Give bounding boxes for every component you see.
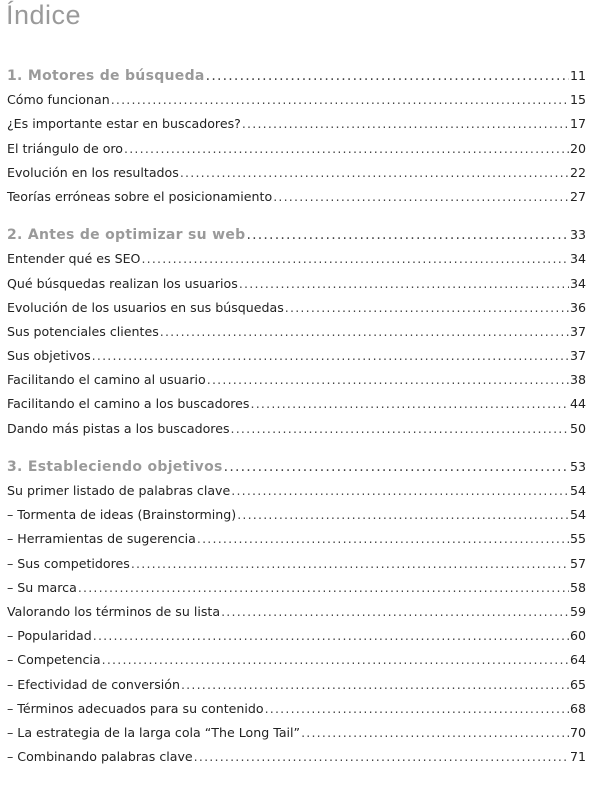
toc-entry[interactable] bbox=[7, 296, 586, 320]
page-number: 34 bbox=[569, 275, 586, 291]
page-number: 65 bbox=[569, 676, 586, 692]
page-number: 44 bbox=[569, 396, 586, 412]
page-number: 50 bbox=[569, 420, 586, 436]
toc-entry[interactable] bbox=[7, 272, 586, 296]
table-of-contents bbox=[7, 64, 586, 783]
page-number: 60 bbox=[569, 628, 586, 644]
toc-entry[interactable] bbox=[7, 479, 586, 503]
page-number: 68 bbox=[569, 700, 586, 716]
toc-entry[interactable] bbox=[7, 527, 586, 551]
entry-title: Cómo funcionan bbox=[7, 92, 110, 108]
toc-section bbox=[7, 223, 586, 441]
toc-entry[interactable] bbox=[7, 503, 586, 527]
dot-leader bbox=[301, 721, 569, 745]
dot-leader bbox=[242, 112, 569, 136]
dot-leader bbox=[160, 320, 569, 344]
page-number: 20 bbox=[569, 140, 586, 156]
toc-chapter-heading[interactable] bbox=[7, 64, 586, 88]
entry-title: – Su marca bbox=[7, 579, 77, 595]
dot-leader bbox=[111, 88, 569, 112]
toc-entry[interactable] bbox=[7, 368, 586, 392]
dot-leader bbox=[265, 697, 569, 721]
entry-title: Facilitando el camino a los buscadores bbox=[7, 396, 250, 412]
dot-leader bbox=[239, 272, 569, 296]
page-number: 17 bbox=[569, 116, 586, 132]
dot-leader bbox=[206, 64, 569, 88]
chapter-title: 2. Antes de optimizar su web bbox=[7, 227, 246, 244]
dot-leader bbox=[92, 344, 569, 368]
page-number: 37 bbox=[569, 323, 586, 339]
toc-entry[interactable] bbox=[7, 600, 586, 624]
toc-chapter-heading[interactable] bbox=[7, 455, 586, 479]
entry-title: Entender qué es SEO bbox=[7, 251, 141, 267]
entry-title: – Combinando palabras clave bbox=[7, 749, 193, 765]
entry-title: Sus potenciales clientes bbox=[7, 323, 159, 339]
toc-entry[interactable] bbox=[7, 112, 586, 136]
page-number: 58 bbox=[569, 579, 586, 595]
page-number: 38 bbox=[569, 372, 586, 388]
page-number: 37 bbox=[569, 348, 586, 364]
dot-leader bbox=[141, 247, 569, 271]
toc-chapter-heading[interactable] bbox=[7, 223, 586, 247]
dot-leader bbox=[131, 552, 569, 576]
page-number: 36 bbox=[569, 299, 586, 315]
entry-title: Su primer listado de palabras clave bbox=[7, 483, 231, 498]
page-number: 27 bbox=[569, 188, 586, 204]
entry-title: – Tormenta de ideas (Brainstorming) bbox=[7, 507, 237, 523]
dot-leader bbox=[194, 745, 569, 769]
toc-entry[interactable] bbox=[7, 344, 586, 368]
entry-title: – Competencia bbox=[7, 652, 101, 668]
toc-entry[interactable] bbox=[7, 247, 586, 271]
entry-title: Dando más pistas a los buscadores bbox=[7, 420, 230, 436]
dot-leader bbox=[124, 137, 569, 161]
toc-entry[interactable] bbox=[7, 137, 586, 161]
dot-leader bbox=[221, 600, 569, 624]
entry-title: ¿Es importante estar en buscadores? bbox=[7, 116, 241, 132]
entry-title: – Herramientas de sugerencia bbox=[7, 531, 196, 547]
dot-leader bbox=[78, 576, 569, 600]
page-number: 71 bbox=[569, 749, 586, 765]
entry-title: Evolución de los usuarios en sus búsquedas bbox=[7, 299, 284, 315]
page-number: 57 bbox=[569, 555, 586, 571]
toc-entry[interactable] bbox=[7, 320, 586, 344]
page-number: 34 bbox=[569, 251, 586, 267]
dot-leader bbox=[246, 223, 569, 247]
toc-entry[interactable] bbox=[7, 161, 586, 185]
entry-title: – Popularidad bbox=[7, 628, 92, 644]
dot-leader bbox=[285, 296, 569, 320]
toc-entry[interactable] bbox=[7, 392, 586, 416]
dot-leader bbox=[180, 161, 569, 185]
dot-leader bbox=[231, 417, 569, 441]
entry-title: – Sus competidores bbox=[7, 555, 130, 571]
entry-title: Qué búsquedas realizan los usuarios bbox=[7, 275, 238, 291]
entry-title: Evolución en los resultados bbox=[7, 164, 179, 180]
dot-leader bbox=[237, 503, 569, 527]
toc-section bbox=[7, 455, 586, 769]
dot-leader bbox=[224, 455, 569, 479]
page-number: 15 bbox=[569, 92, 586, 108]
entry-title: Facilitando el camino al usuario bbox=[7, 372, 206, 388]
toc-entry[interactable] bbox=[7, 745, 586, 769]
entry-title: Sus objetivos bbox=[7, 348, 91, 364]
page-number: 59 bbox=[569, 603, 586, 619]
toc-entry[interactable] bbox=[7, 697, 586, 721]
chapter-title: 1. Motores de búsqueda bbox=[7, 68, 205, 84]
page-number: 54 bbox=[569, 507, 586, 523]
entry-title: – La estrategia de la larga cola “The Long Tail” bbox=[7, 724, 301, 740]
dot-leader bbox=[181, 673, 569, 697]
dot-leader bbox=[251, 392, 569, 416]
entry-title: Teorías erróneas sobre el posicionamiento bbox=[7, 188, 273, 204]
toc-entry[interactable] bbox=[7, 417, 586, 441]
toc-section bbox=[7, 64, 586, 209]
page-number: 64 bbox=[569, 652, 586, 668]
toc-entry[interactable] bbox=[7, 88, 586, 112]
entry-title: – Efectividad de conversión bbox=[7, 676, 180, 692]
dot-leader bbox=[102, 648, 569, 672]
page-number: 55 bbox=[569, 531, 586, 547]
dot-leader bbox=[207, 368, 569, 392]
toc-entry[interactable] bbox=[7, 576, 586, 600]
page-number: 11 bbox=[569, 68, 586, 83]
dot-leader bbox=[197, 527, 569, 551]
page-title: Índice bbox=[6, 0, 82, 30]
entry-title: Valorando los términos de su lista bbox=[7, 603, 221, 619]
toc-entry[interactable] bbox=[7, 673, 586, 697]
toc-entry[interactable] bbox=[7, 721, 586, 745]
dot-leader bbox=[231, 479, 569, 503]
chapter-title: 3. Estableciendo objetivos bbox=[7, 458, 223, 475]
page-number: 53 bbox=[569, 458, 586, 474]
toc-entry[interactable] bbox=[7, 648, 586, 672]
toc-entry[interactable] bbox=[7, 624, 586, 648]
toc-entry[interactable] bbox=[7, 185, 586, 209]
page-number: 70 bbox=[569, 724, 586, 740]
page-number: 54 bbox=[569, 483, 586, 498]
entry-title: – Términos adecuados para su contenido bbox=[7, 700, 264, 716]
page-number: 33 bbox=[569, 227, 586, 243]
page-number: 22 bbox=[569, 164, 586, 180]
entry-title: El triángulo de oro bbox=[7, 140, 124, 156]
dot-leader bbox=[273, 185, 569, 209]
dot-leader bbox=[93, 624, 569, 648]
toc-entry[interactable] bbox=[7, 552, 586, 576]
